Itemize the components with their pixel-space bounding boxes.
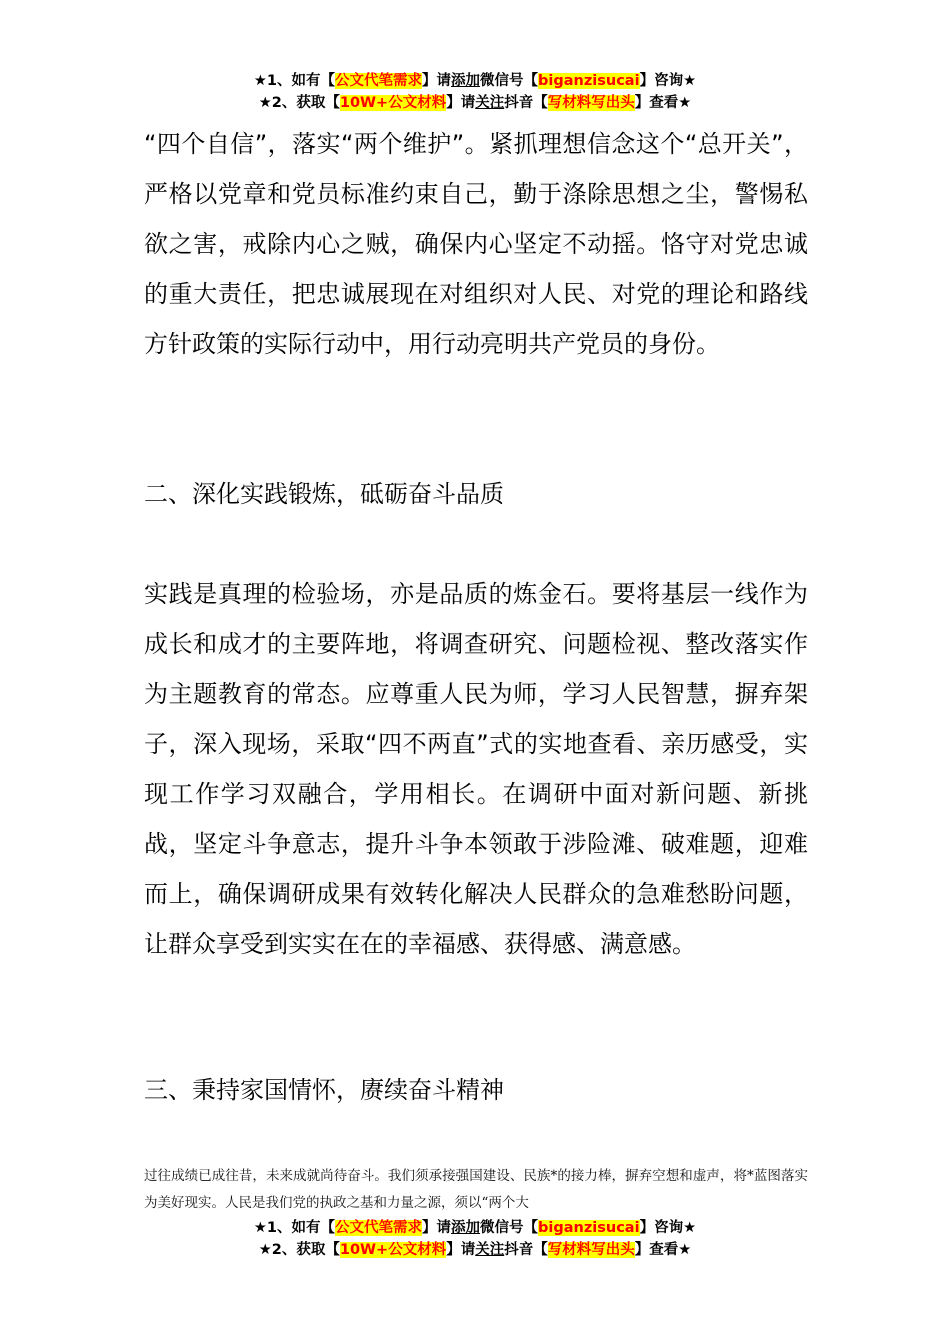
highlight-materials: 10W+公文材料 — [339, 1242, 447, 1258]
highlight-douyin-id: 写材料写出头 — [547, 1242, 635, 1258]
highlight-service: 公文代笔需求 — [335, 73, 423, 89]
highlight-service: 公文代笔需求 — [335, 1220, 423, 1236]
promo-line-2: ★2、获取【10W+公文材料】请关注抖音【写材料写出头】查看★ — [258, 1242, 692, 1258]
promo-banner-top — [0, 70, 950, 114]
highlight-wechat-id: biganzisucai — [538, 73, 640, 89]
promo-line-1: ★1、如有【公文代笔需求】请添加微信号【biganzisucai】咨询★ — [253, 1220, 697, 1236]
promo-line-1: ★1、如有【公文代笔需求】请添加微信号【biganzisucai】咨询★ — [253, 73, 697, 89]
highlight-materials: 10W+公文材料 — [339, 95, 447, 111]
promo-line-2: ★2、获取【10W+公文材料】请关注抖音【写材料写出头】查看★ — [258, 95, 692, 111]
section-heading-3: 三、秉持家国情怀，赓续奋斗精神 — [144, 1076, 504, 1104]
promo-banner-bottom — [0, 1217, 950, 1261]
paragraph-3: 过往成绩已成往昔，未来成就尚待奋斗。我们须承接强国建设、民族*的接力棒，摒弃空想和虚声，将*蓝图落实为美好现实。人民是我们党的执政之基和力量之源，须以“两个大 — [144, 1168, 808, 1211]
paragraph-1: “四个自信”，落实“两个维护”。紧抓理想信念这个“总开关”，严格以党章和党员标准约束自己，勤于涤除思想之尘，警惕私欲之害，戒除内心之贼，确保内心坚定不动摇。恪守对党忠诚的重大责任，把忠诚展现在对组织对人民、对党的理论和路线方针政策的实际行动中，用行动亮明共产党员的身份。 — [144, 130, 808, 358]
highlight-douyin-id: 写材料写出头 — [547, 95, 635, 111]
section-heading-2: 二、深化实践锻炼，砥砺奋斗品质 — [144, 480, 504, 508]
highlight-wechat-id: biganzisucai — [538, 1220, 640, 1236]
paragraph-2: 实践是真理的检验场，亦是品质的炼金石。要将基层一线作为成长和成才的主要阵地，将调查研究、问题检视、整改落实作为主题教育的常态。应尊重人民为师，学习人民智慧，摒弃架子，深入现场，采取“四不两直”式的实地查看、亲历感受，实现工作学习双融合，学用相长。在调研中面对新问题、新挑战，坚定斗争意志，提升斗争本领敢于涉险滩、破难题，迎难而上，确保调研成果有效转化解决人民群众的急难愁盼问题，让群众享受到实实在在的幸福感、获得感、满意感。 — [144, 580, 808, 958]
